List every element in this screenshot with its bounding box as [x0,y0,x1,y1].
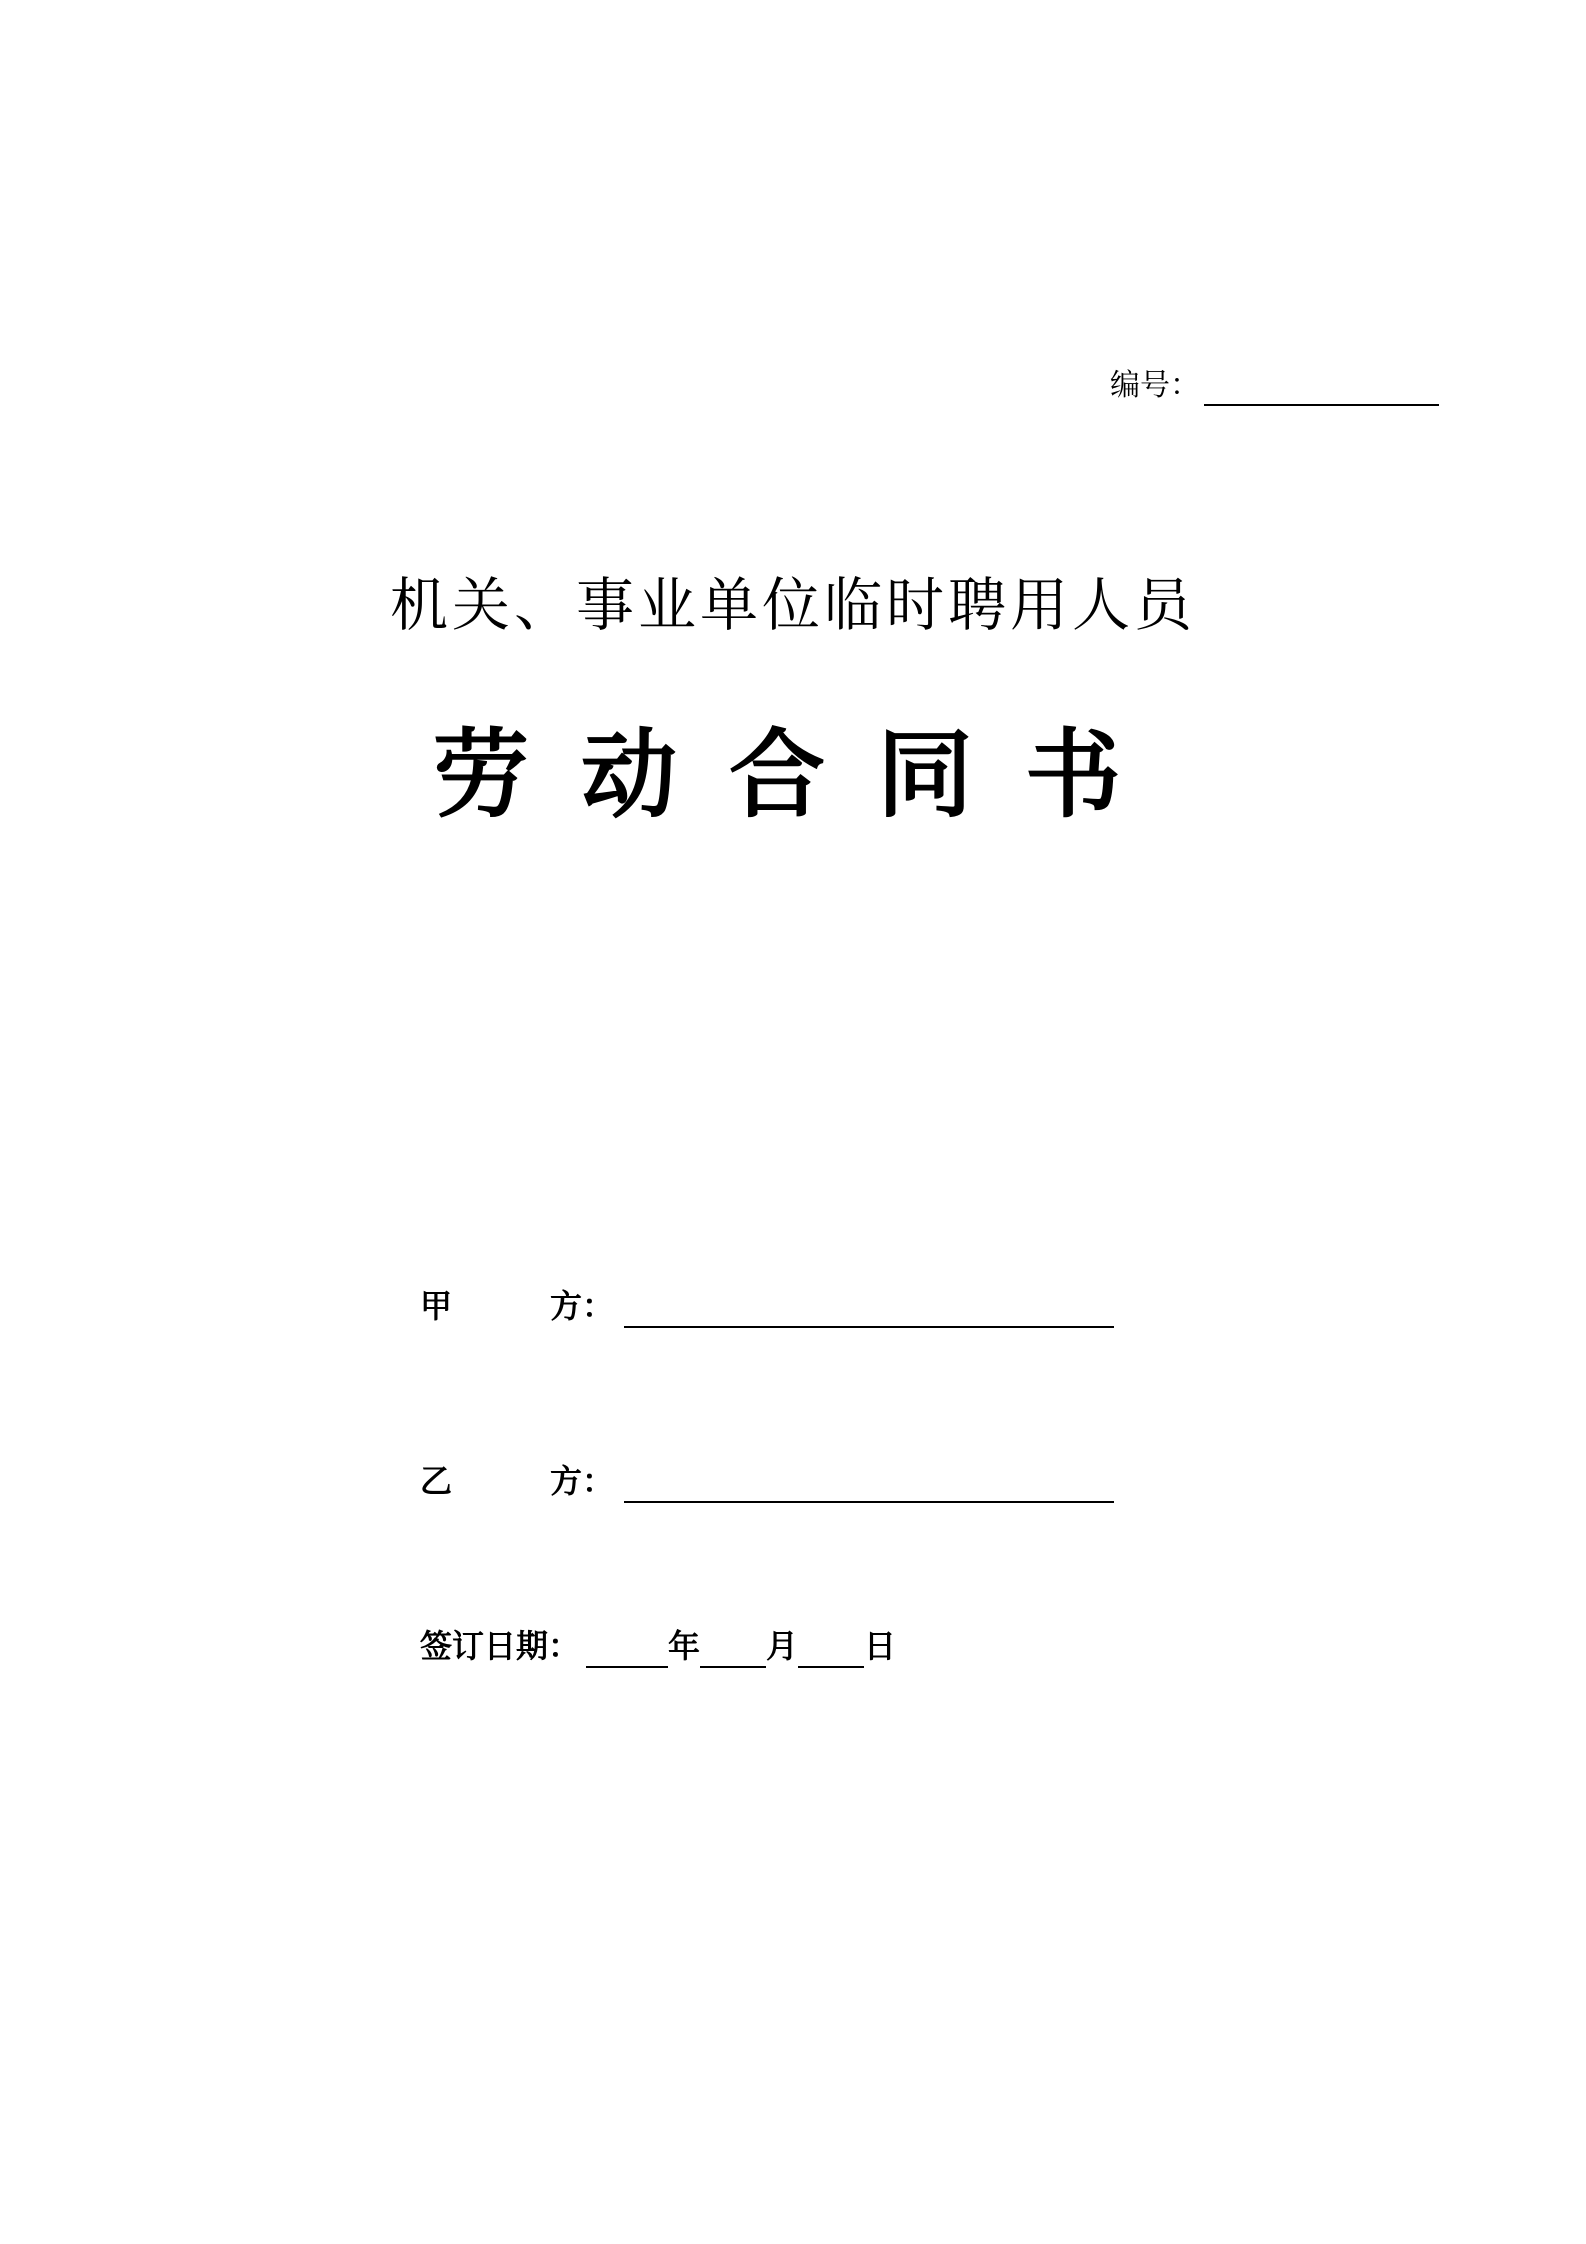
party-b-row [420,1455,1114,1503]
party-b-blank[interactable] [624,1461,1114,1503]
party-b-label-char: 乙 [420,1462,453,1500]
party-a-label-char: 甲 [420,1287,453,1325]
party-b-label-suffix: 方： [550,1462,615,1500]
sign-date-day-label: 日 [864,1627,897,1665]
sign-date-month-blank[interactable] [700,1626,766,1668]
sign-date-year-blank[interactable] [586,1626,668,1668]
sign-date-label: 签订日期： [420,1627,581,1665]
party-a-row [420,1280,1114,1328]
sign-date-month-label: 月 [766,1627,799,1665]
sign-date-row [420,1620,896,1668]
contract-number-field [1110,362,1439,406]
party-a-label-suffix: 方： [550,1287,615,1325]
sign-date-day-blank[interactable] [798,1626,864,1668]
contract-number-blank[interactable] [1204,364,1439,406]
document-subtitle: 机关、事业单位临时聘用人员 [389,571,1196,639]
contract-number-label: 编号： [1110,368,1200,403]
sign-date-year-label: 年 [668,1627,701,1665]
party-a-blank[interactable] [624,1286,1114,1328]
document-title: 劳动合同书 [433,719,1173,831]
